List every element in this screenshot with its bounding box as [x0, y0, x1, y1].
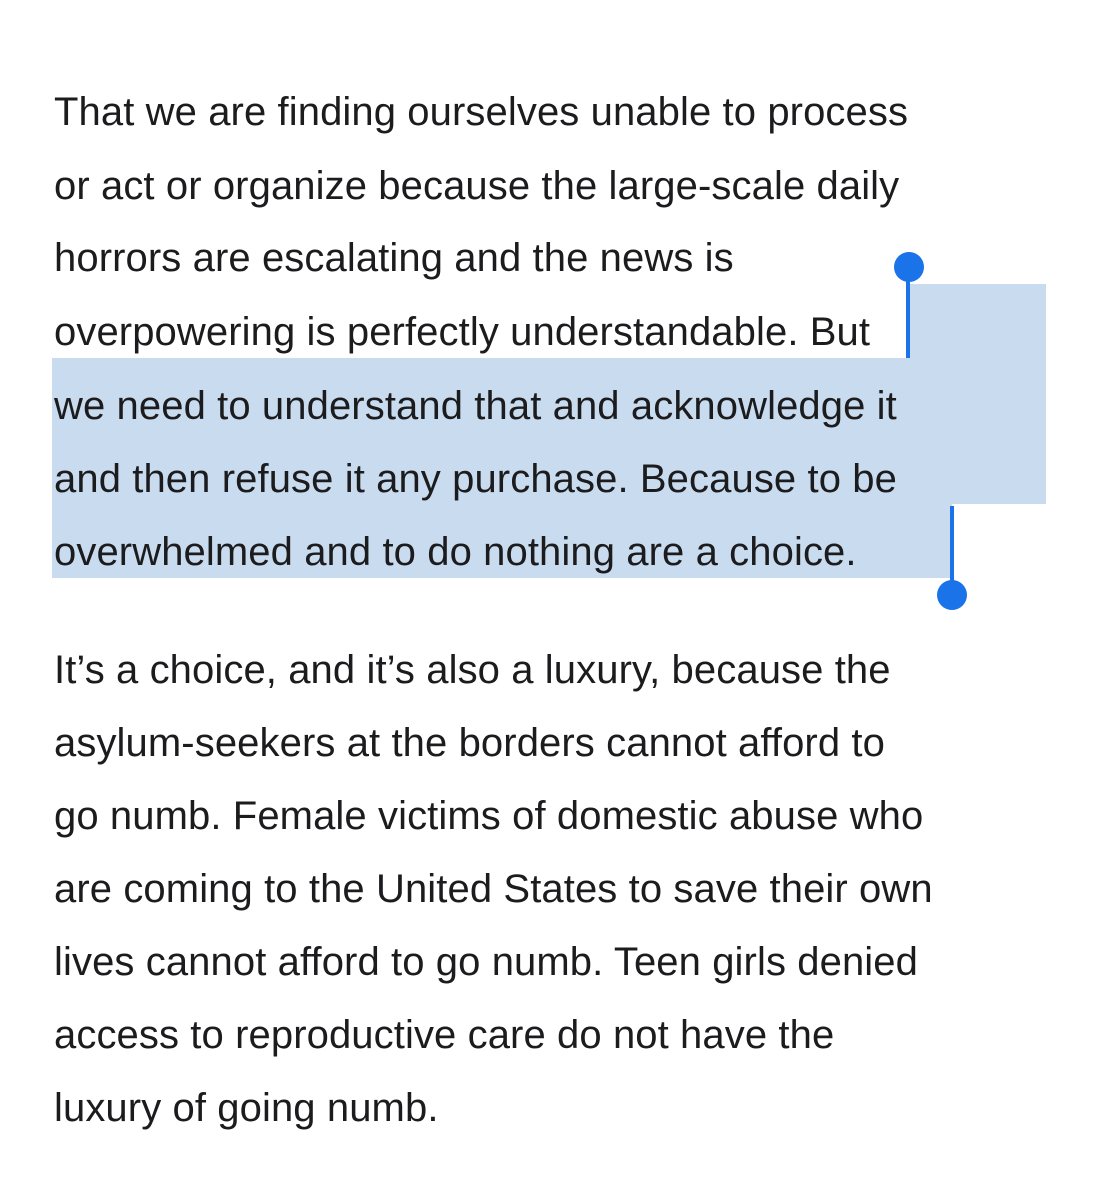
paragraph-2-line-4: are coming to the United States to save their own [54, 867, 933, 911]
paragraph-1-line-3: horrors are escalating and the news is [54, 236, 734, 280]
paragraph-2-line-2: asylum-seekers at the borders cannot afford to [54, 721, 885, 765]
paragraph-2-line-1: It’s a choice, and it’s also a luxury, because the [54, 648, 891, 692]
selected-text-line-7[interactable]: overwhelmed and to do nothing are a choice. [54, 530, 857, 574]
selected-text-start[interactable]: But [809, 310, 871, 354]
paragraph-1-line-4 [54, 296, 870, 368]
paragraph-1-line-1: That we are finding ourselves unable to process [54, 90, 909, 134]
selected-text-line-6[interactable]: and then refuse it any purchase. Because to be [54, 457, 897, 501]
paragraph-2-line-3: go numb. Female victims of domestic abuse who [54, 794, 924, 838]
paragraph-2-line-7: luxury of going numb. [54, 1086, 439, 1130]
selection-start-caret [906, 270, 910, 358]
paragraph-1-line-2: or act or organize because the large-scale daily [54, 164, 900, 208]
paragraph-2-line-6: access to reproductive care do not have the [54, 1013, 835, 1057]
selection-end-handle[interactable] [937, 580, 967, 610]
selected-text-line-5[interactable]: we need to understand that and acknowledge it [54, 384, 897, 428]
paragraph-2-line-5: lives cannot afford to go numb. Teen girls denied [54, 940, 918, 984]
selection-highlight-line-4 [908, 284, 1046, 358]
paragraph-1-line-4-text: overpowering is perfectly understandable. [54, 310, 810, 354]
